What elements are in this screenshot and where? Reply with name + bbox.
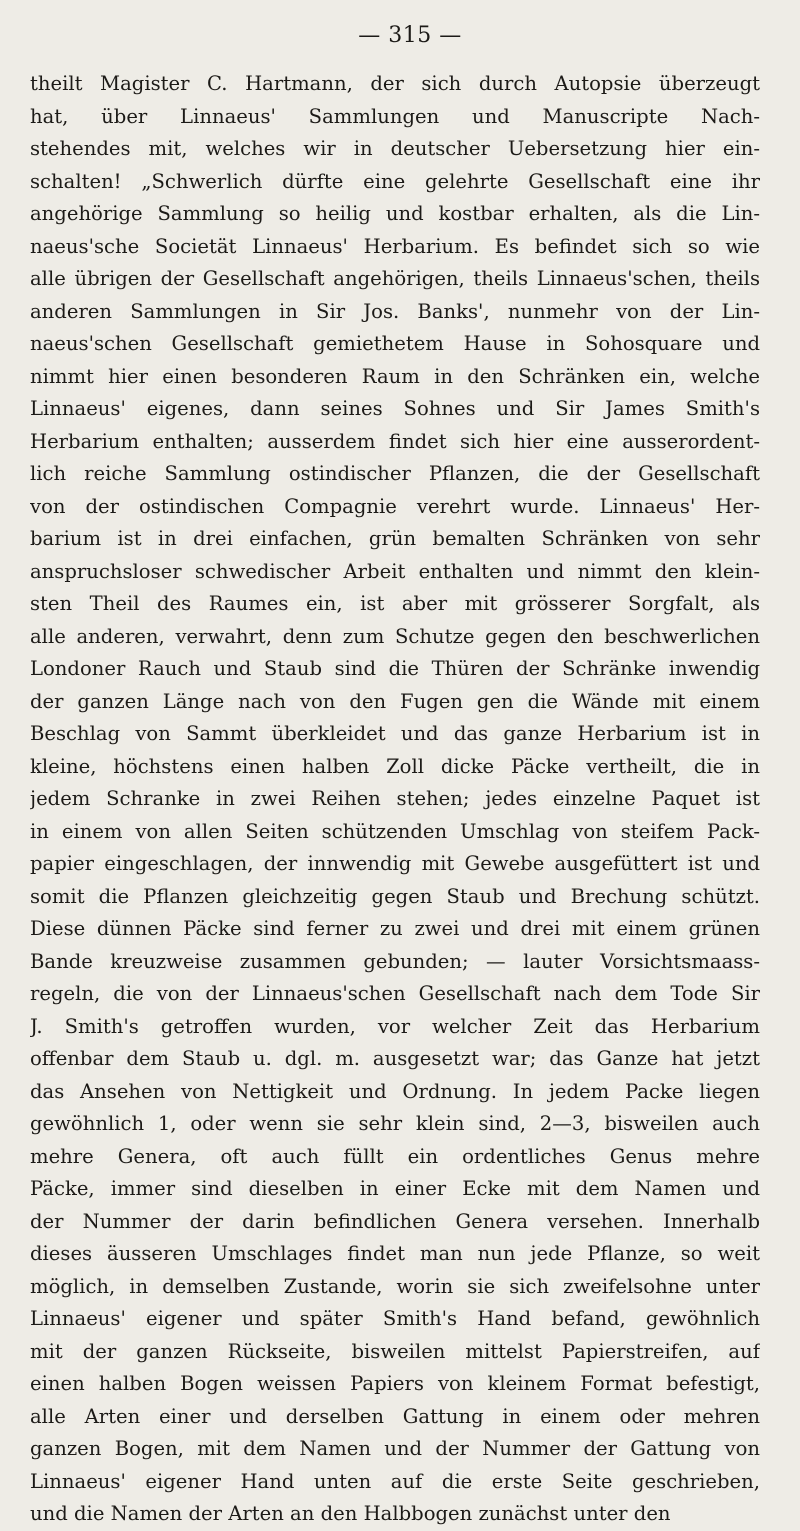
text-line: theilt Magister C. Hartmann, der sich durch Autopsie überzeugt <box>30 72 760 95</box>
text-line: Beschlag von Sammt überkleidet und das ganze Herbarium ist in <box>30 722 760 745</box>
text-line: anderen Sammlungen in Sir Jos. Banks', nunmehr von der Lin- <box>30 299 760 323</box>
text-line: möglich, in demselben Zustande, worin sie sich zweifelsohne unter <box>30 1274 760 1298</box>
text-line: alle Arten einer und derselben Gattung in einem oder mehren <box>30 1404 760 1428</box>
text-line: nimmt hier einen besonderen Raum in den Schränken ein, welche <box>30 364 760 388</box>
text-line: hat, über Linnaeus' Sammlungen und Manuscripte Nach- <box>30 104 760 128</box>
text-line: einen halben Bogen weissen Papiers von kleinem Format befestigt, <box>30 1372 760 1395</box>
text-line: naeus'schen Gesellschaft gemiethetem Hause in Sohosquare und <box>30 332 760 355</box>
text-line: in einem von allen Seiten schützenden Umschlag von steifem Pack- <box>30 819 760 843</box>
text-line: barium ist in drei einfachen, grün bemalten Schränken von sehr <box>30 527 760 550</box>
text-line: J. Smith's getroffen wurden, vor welcher Zeit das Herbarium <box>30 1014 760 1038</box>
text-line: das Ansehen von Nettigkeit und Ordnung. In jedem Packe liegen <box>30 1079 760 1103</box>
text-line: mehre Genera, oft auch füllt ein ordentliches Genus mehre <box>30 1144 760 1168</box>
text-line: alle anderen, verwahrt, denn zum Schutze gegen den beschwerlichen <box>30 624 760 648</box>
text-line: Bande kreuzweise zusammen gebunden; — lauter Vorsichtsmaass- <box>30 949 760 973</box>
text-line: Päcke, immer sind dieselben in einer Ecke mit dem Namen und <box>30 1177 760 1200</box>
text-line: der Nummer der darin befindlichen Genera versehen. Innerhalb <box>30 1209 760 1233</box>
text-line: stehendes mit, welches wir in deutscher Uebersetzung hier ein- <box>30 137 760 160</box>
page-number: — 315 — <box>358 23 462 48</box>
text-line: naeus'sche Societät Linnaeus' Herbarium. Es befindet sich so wie <box>30 234 760 258</box>
text-line: sten Theil des Raumes ein, ist aber mit grösserer Sorgfalt, als <box>30 592 760 615</box>
text-line: regeln, die von der Linnaeus'schen Gesellschaft nach dem Tode Sir <box>30 982 760 1005</box>
text-line: alle übrigen der Gesellschaft angehörigen, theils Linnaeus'schen, theils <box>30 267 760 290</box>
text-line: gewöhnlich 1, oder wenn sie sehr klein sind, 2—3, bisweilen auch <box>30 1112 760 1135</box>
text-line: anspruchsloser schwedischer Arbeit enthalten und nimmt den klein- <box>30 559 760 583</box>
text-line: angehörige Sammlung so heilig und kostbar erhalten, als die Lin- <box>30 202 760 225</box>
text-line: Linnaeus' eigenes, dann seines Sohnes und Sir James Smith's <box>30 397 760 420</box>
text-line: Linnaeus' eigener Hand unten auf die erste Seite geschrieben, <box>30 1469 760 1493</box>
text-line: papier eingeschlagen, der innwendig mit Gewebe ausgefüttert ist und <box>30 852 760 875</box>
text-line: mit der ganzen Rückseite, bisweilen mittelst Papierstreifen, auf <box>30 1339 760 1363</box>
text-line: lich reiche Sammlung ostindischer Pflanzen, die der Gesellschaft <box>30 462 760 485</box>
text-line: dieses äusseren Umschlages findet man nun jede Pflanze, so weit <box>30 1242 760 1265</box>
text-line: kleine, höchstens einen halben Zoll dicke Päcke vertheilt, die in <box>30 754 760 778</box>
text-line: von der ostindischen Compagnie verehrt wurde. Linnaeus' Her- <box>30 494 760 518</box>
text-line: jedem Schranke in zwei Reihen stehen; jedes einzelne Paquet ist <box>30 787 760 810</box>
text-line: Diese dünnen Päcke sind ferner zu zwei und drei mit einem grünen <box>30 917 760 940</box>
text-line: der ganzen Länge nach von den Fugen gen die Wände mit einem <box>30 689 760 713</box>
body-text <box>30 68 760 1531</box>
text-line: schalten! „Schwerlich dürfte eine gelehrte Gesellschaft eine ihr <box>30 169 760 193</box>
text-line: Herbarium enthalten; ausserdem findet sich hier eine ausserordent- <box>30 429 760 453</box>
text-line: Linnaeus' eigener und später Smith's Hand befand, gewöhnlich <box>30 1307 760 1330</box>
text-line: somit die Pflanzen gleichzeitig gegen Staub und Brechung schützt. <box>30 884 760 908</box>
text-line: und die Namen der Arten an den Halbbogen zunächst unter den <box>30 1502 671 1525</box>
text-line: offenbar dem Staub u. dgl. m. ausgesetzt war; das Ganze hat jetzt <box>30 1047 760 1070</box>
text-line: ganzen Bogen, mit dem Namen und der Nummer der Gattung von <box>30 1437 760 1460</box>
text-line: Londoner Rauch und Staub sind die Thüren der Schränke inwendig <box>30 657 760 680</box>
